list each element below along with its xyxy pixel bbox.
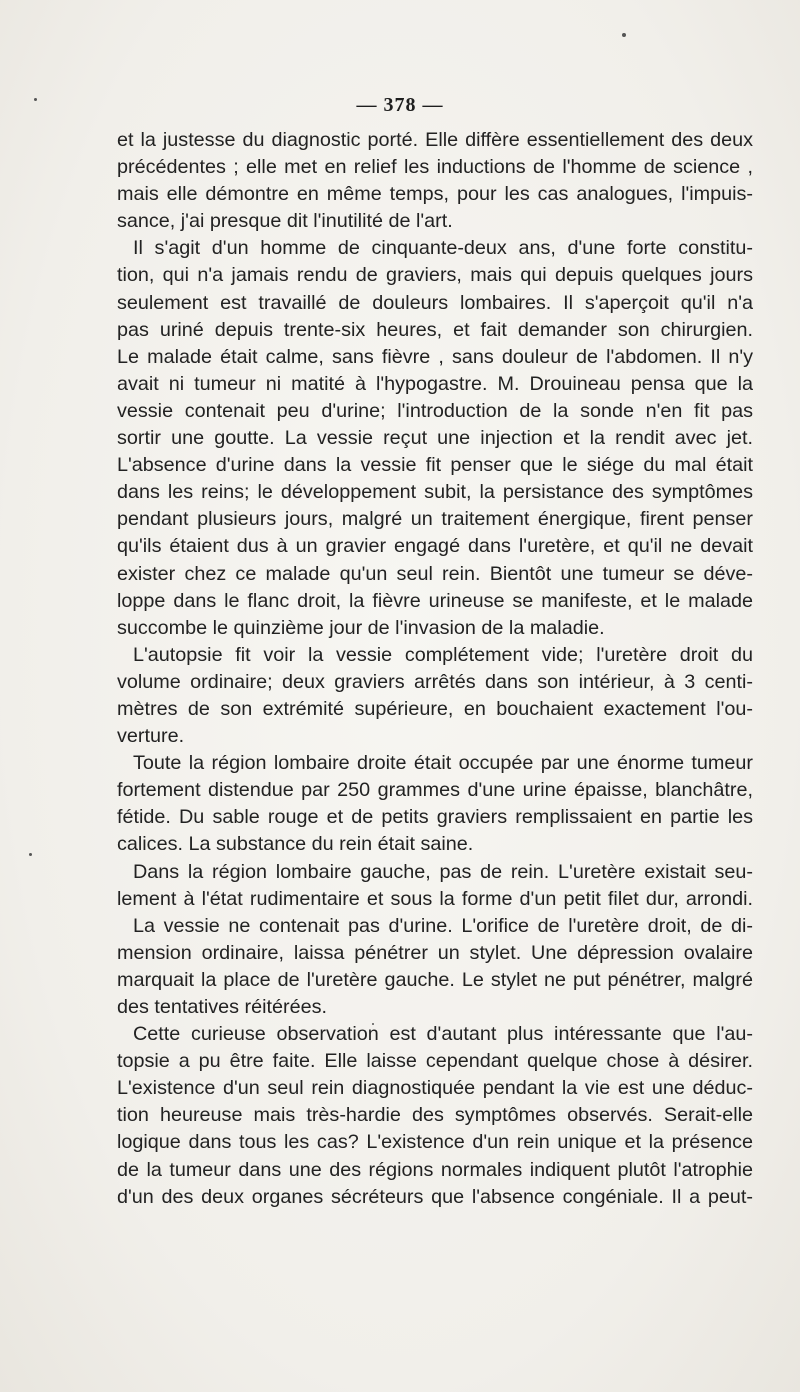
paragraph: [117, 1021, 753, 1211]
text-line: calices. La substance du rein était saine.: [117, 833, 474, 856]
text-line: pendant plusieurs jours, malgré un traitement énergique, firent penser: [117, 508, 753, 531]
text-line: sortir une goutte. La vessie reçut une injection et la rendit avec jet.: [117, 427, 753, 450]
text-line: volume ordinaire; deux graviers arrêtés dans son intérieur, à 3 centi-: [117, 670, 753, 693]
text-line: tion, qui n'a jamais rendu de graviers, mais qui depuis quelques jours: [117, 264, 753, 287]
text-line: logique dans tous les cas? L'existence d'un rein unique et la présence: [117, 1131, 753, 1154]
text-line: tion heureuse mais très-hardie des symptômes observés. Serait-elle: [117, 1104, 753, 1127]
text-line: L'absence d'urine dans la vessie fit penser que le siége du mal était: [117, 454, 753, 477]
text-line: fétide. Du sable rouge et de petits graviers remplissaient en partie les: [117, 806, 753, 829]
text-line: vessie contenait peu d'urine; l'introduction de la sonde n'en fit pas: [117, 399, 753, 422]
text-line: mètres de son extrémité supérieure, en bouchaient exactement l'ou-: [117, 697, 753, 720]
text-line: Toute la région lombaire droite était occupée par une énorme tumeur: [133, 752, 753, 775]
text-line: d'un des deux organes sécréteurs que l'absence congéniale. Il a peut-: [117, 1185, 753, 1208]
text-line: mension ordinaire, laissa pénétrer un stylet. Une dépression ovalaire: [117, 941, 753, 964]
text-line: exister chez ce malade qu'un seul rein. Bientôt une tumeur se déve-: [117, 562, 753, 585]
page-number: — 378 —: [356, 94, 444, 116]
paper-speck: [29, 853, 32, 856]
paper-speck: [622, 33, 626, 37]
text-line: précédentes ; elle met en relief les inductions de l'homme de science ,: [117, 156, 753, 179]
text-line: topsie a pu être faite. Elle laisse cependant quelque chose à désirer.: [117, 1050, 753, 1073]
text-line: L'existence d'un seul rein diagnostiquée pendant la vie est une déduc-: [117, 1077, 753, 1100]
text-line: dans les reins; le développement subit, la persistance des symptômes: [117, 481, 753, 504]
paragraph: [117, 859, 753, 913]
text-line: loppe dans le flanc droit, la fièvre urineuse se manifeste, et le malade: [117, 589, 753, 612]
paragraph: [117, 913, 753, 1021]
text-line: verture.: [117, 725, 185, 748]
paragraph: [117, 235, 753, 641]
text-line: des tentatives réitérées.: [117, 996, 328, 1018]
text-line: marquait la place de l'uretère gauche. Le stylet ne put pénétrer, malgré: [117, 968, 753, 991]
text-line: Cette curieuse observation est d'autant plus intéressante que l'au-: [133, 1023, 753, 1046]
text-line: Le malade était calme, sans fièvre , sans douleur de l'abdomen. Il n'y: [117, 345, 753, 368]
text-line: La vessie ne contenait pas d'urine. L'orifice de l'uretère droit, de di-: [133, 914, 753, 937]
text-line: Dans la région lombaire gauche, pas de rein. L'uretère existait seu-: [133, 860, 753, 883]
text-line: avait ni tumeur ni matité à l'hypogastre. M. Drouineau pensa que la: [117, 372, 753, 395]
text-line: seulement est travaillé de douleurs lombaires. Il s'aperçoit qu'il n'a: [117, 291, 753, 314]
paragraph: [117, 750, 753, 858]
paragraph: [117, 127, 753, 235]
text-line: succombe le quinzième jour de l'invasion de la maladie.: [117, 616, 605, 639]
text-line: et la justesse du diagnostic porté. Elle diffère essentiellement des deux: [117, 129, 753, 151]
text-line: Il s'agit d'un homme de cinquante-deux ans, d'une forte constitu-: [133, 237, 753, 260]
text-line: qu'ils étaient dus à un gravier engagé dans l'uretère, et qu'il ne devait: [117, 535, 753, 558]
body-text: [117, 127, 753, 1211]
text-line: de la tumeur dans une des régions normales indiquent plutôt l'atrophie: [117, 1158, 753, 1181]
text-line: mais elle démontre en même temps, pour les cas analogues, l'impuis-: [117, 183, 753, 206]
text-line: lement à l'état rudimentaire et sous la forme d'un petit filet dur, arrondi.: [117, 887, 753, 910]
text-line: L'autopsie fit voir la vessie complétement vide; l'uretère droit du: [133, 643, 753, 666]
text-line: sance, j'ai presque dit l'inutilité de l'art.: [117, 210, 453, 233]
text-line: fortement distendue par 250 grammes d'une urine épaisse, blanchâtre,: [117, 779, 753, 802]
text-line: pas uriné depuis trente-six heures, et fait demander son chirurgien.: [117, 318, 753, 341]
paragraph: [117, 642, 753, 750]
